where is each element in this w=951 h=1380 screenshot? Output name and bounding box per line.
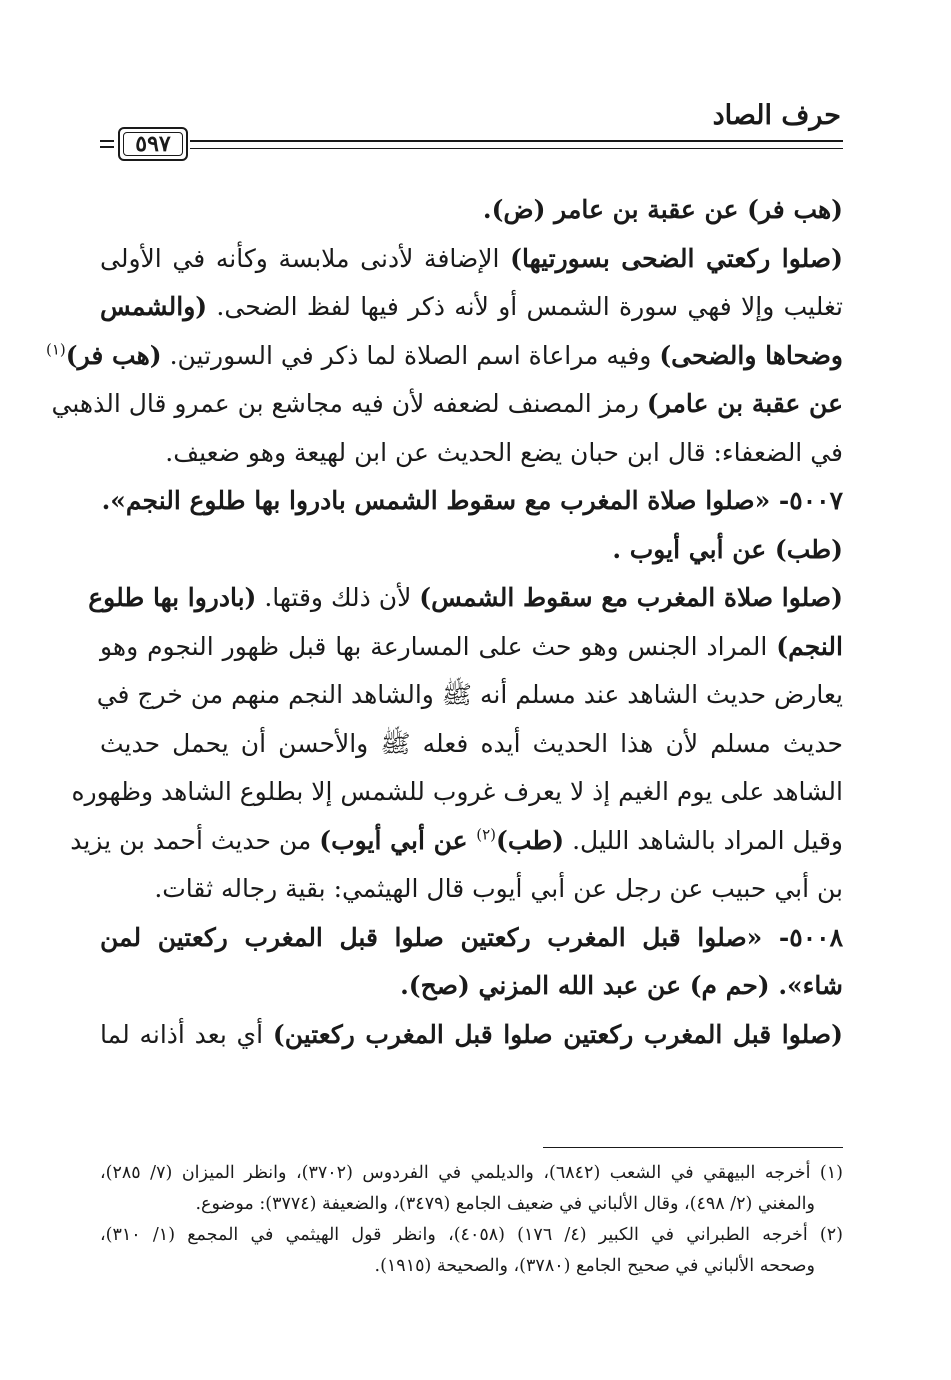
- text-line: [46, 332, 843, 381]
- bold-text: (طب) عن أبي أيوب .: [612, 534, 843, 564]
- text-span: الإضافة لأدنى ملابسة وكأنه في الأولى: [100, 243, 511, 273]
- main-text: [46, 186, 843, 1059]
- bold-text: النجم): [776, 631, 843, 661]
- text-span: أي بعد أذانه لما: [100, 1019, 273, 1049]
- text-span: الشاهد على يوم الغيم إذ لا يعرف غروب للشمس إلا بطلوع الشاهد وظهوره: [71, 777, 843, 806]
- text-line: [71, 768, 843, 817]
- text-line: [88, 574, 843, 623]
- bold-text: (هب فر): [65, 340, 162, 370]
- bold-text: (والشمس: [100, 292, 208, 321]
- bold-text: ٥٠٠٧- «صلوا صلاة المغرب مع سقوط الشمس بادروا بها طلوع النجم».: [101, 486, 843, 515]
- text-span: لأن ذلك وقتها.: [256, 583, 420, 612]
- footnote-line: والمغني (٢/ ٤٩٨)، وقال الألباني في ضعيف الجامع (٣٤٧٩)، والضعيفة (٣٧٧٤): موضوع.: [195, 1194, 815, 1214]
- text-line: [51, 380, 843, 429]
- text-line: [100, 1011, 843, 1060]
- text-span: حديث مسلم لأن هذا الحديث أيده فعله ﷺ والأحسن أن يحمل حديث: [100, 728, 843, 758]
- text-span: وفيه مراعاة اسم الصلاة لما ذكر في السورتين.: [161, 340, 660, 370]
- text-span: المراد الجنس وهو حث على المسارعة بها قبل ظهور النجوم وهو: [100, 631, 777, 661]
- text-span: وقيل المراد بالشاهد الليل.: [564, 825, 843, 855]
- text-span: رمز المصنف لضعفه لأن فيه مجاشع بن عمرو قال الذهبي: [51, 389, 647, 418]
- bold-text: (طب): [496, 825, 565, 855]
- footnote-marker: (١): [46, 340, 66, 359]
- text-line: [100, 865, 843, 914]
- footnote-marker: (٢): [476, 825, 497, 844]
- bold-text: شاء».: [769, 971, 843, 1000]
- header-rule: [190, 140, 843, 149]
- text-span: تغليب وإلا فهي سورة الشمس أو لأنه ذكر فيها لفظ الضحى.: [207, 292, 843, 321]
- text-line: [100, 429, 843, 478]
- text-line: [100, 477, 843, 526]
- bold-text: عن أبي أيوب): [319, 825, 477, 855]
- text-span: في الضعفاء: قال ابن حبان يضع الحديث عن ابن لهيعة وهو ضعيف.: [165, 437, 843, 467]
- text-line: [100, 283, 843, 332]
- bold-text: (صلوا قبل المغرب ركعتين صلوا قبل المغرب ركعتين): [272, 1019, 843, 1049]
- text-line: [100, 623, 843, 672]
- footnote-line: وصححه الألباني في صحيح الجامع (٣٧٨٠)، والصحيحة (١٩١٥).: [374, 1256, 815, 1276]
- bold-text: (بادروا بها طلوع: [88, 583, 257, 612]
- bold-text: وضحاها والضحى): [659, 340, 843, 370]
- bold-text: (صلوا ركعتي الضحى بسورتيها): [510, 243, 843, 273]
- bold-text: (هب فر) عن عقبة بن عامر (ض).: [482, 195, 843, 224]
- footnote-line: (١) أخرجه البيهقي في الشعب (٦٨٤٢)، والديلمي في الفردوس (٣٧٠٢)، وانظر الميزان (٧/ ٢٨٥)،: [100, 1163, 843, 1183]
- text-line: [100, 720, 843, 769]
- text-span: من حديث أحمد بن يزيد: [70, 825, 320, 855]
- text-line: [100, 235, 843, 284]
- text-line: [100, 186, 843, 235]
- text-line: [100, 914, 843, 963]
- text-line: [100, 962, 843, 1011]
- text-span: بن أبي حبيب عن رجل عن أبي أيوب قال الهيثمي: بقية رجاله ثقات.: [154, 874, 843, 903]
- text-span: يعارض حديث الشاهد عند مسلم أنه ﷺ والشاهد النجم منهم من خرج في: [96, 680, 843, 709]
- bold-text: (صلوا صلاة المغرب مع سقوط الشمس): [419, 583, 843, 612]
- text-line: [100, 526, 843, 575]
- header-rule-end: [100, 140, 114, 148]
- bold-text: (حم م) عن عبد الله المزني (صح).: [400, 971, 770, 1000]
- page-number: [118, 127, 188, 161]
- chapter-title: حرف الصاد: [712, 100, 841, 131]
- footnote-line: (٢) أخرجه الطبراني في الكبير (٤/ ١٧٦) (٤٠٥٨)، وانظر قول الهيثمي في المجمع (١/ ٣١٠)،: [100, 1225, 843, 1245]
- footnote-separator: [543, 1147, 843, 1148]
- text-line: [96, 671, 843, 720]
- page-number-text: ٥٩٧: [135, 131, 171, 157]
- footnotes: [100, 1158, 843, 1282]
- bold-text: ٥٠٠٨- «صلوا قبل المغرب ركعتين صلوا قبل المغرب ركعتين لمن: [100, 922, 843, 952]
- text-line: [70, 817, 843, 866]
- bold-text: عن عقبة بن عامر): [646, 389, 843, 418]
